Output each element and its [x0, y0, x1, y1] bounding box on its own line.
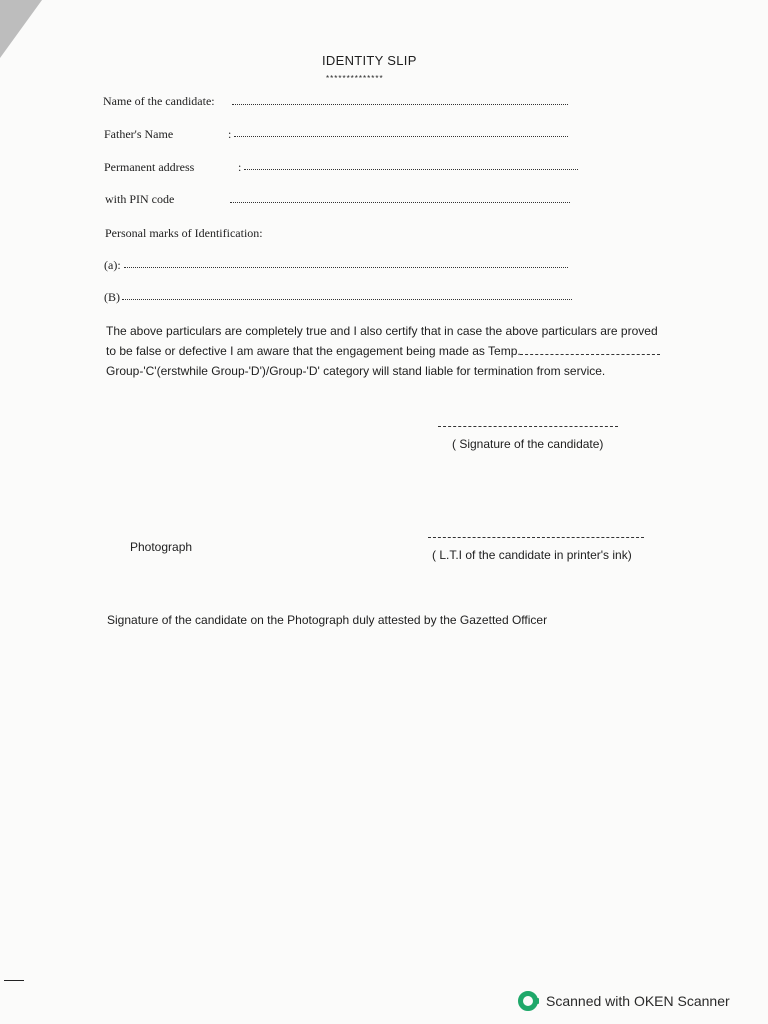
name-field-line	[232, 104, 568, 105]
father-name-field-line	[234, 136, 568, 137]
lti-label: ( L.T.I of the candidate in printer's ink)	[432, 548, 632, 562]
form-title: IDENTITY SLIP	[322, 53, 417, 68]
declaration-paragraph	[106, 321, 676, 381]
scanner-watermark-text: Scanned with OKEN Scanner	[546, 993, 730, 1009]
title-underline-stars: **************	[326, 74, 384, 83]
pin-code-label: with PIN code	[105, 192, 175, 206]
father-name-colon: :	[228, 127, 232, 141]
signature-label: ( Signature of the candidate)	[452, 437, 604, 451]
lti-line	[428, 537, 644, 538]
signature-line	[438, 426, 618, 427]
mark-a-field-line	[124, 267, 568, 268]
pin-code-field-line	[230, 202, 570, 203]
mark-a-label: (a):	[104, 258, 121, 272]
declaration-line-2	[106, 341, 676, 361]
address-field-line	[244, 169, 578, 170]
photograph-label: Photograph	[130, 540, 193, 554]
address-colon: :	[238, 160, 242, 174]
mark-b-field-line	[122, 299, 572, 300]
identification-marks-label: Personal marks of Identification:	[105, 226, 263, 240]
declaration-line-2-text: to be false or defective I am aware that the engagement being made as Temp.	[106, 344, 521, 358]
address-label: Permanent address	[104, 160, 195, 174]
attestation-note: Signature of the candidate on the Photograph duly attested by the Gazetted Officer	[107, 613, 548, 627]
scanner-watermark	[518, 991, 730, 1011]
father-name-label: Father's Name	[104, 127, 174, 141]
declaration-line-3: Group-'C'(erstwhile Group-'D')/Group-'D' category will stand liable for termination from service.	[106, 364, 606, 378]
mark-b-label: (B)	[104, 290, 120, 304]
page-corner-fold	[0, 0, 42, 58]
declaration-line-1: The above particulars are completely true and I also certify that in case the above particulars are proved	[106, 324, 658, 338]
name-label: Name of the candidate:	[103, 94, 215, 108]
page-edge-mark	[4, 980, 24, 981]
oken-scanner-logo-icon	[518, 991, 538, 1011]
temp-post-blank-line	[520, 354, 660, 355]
